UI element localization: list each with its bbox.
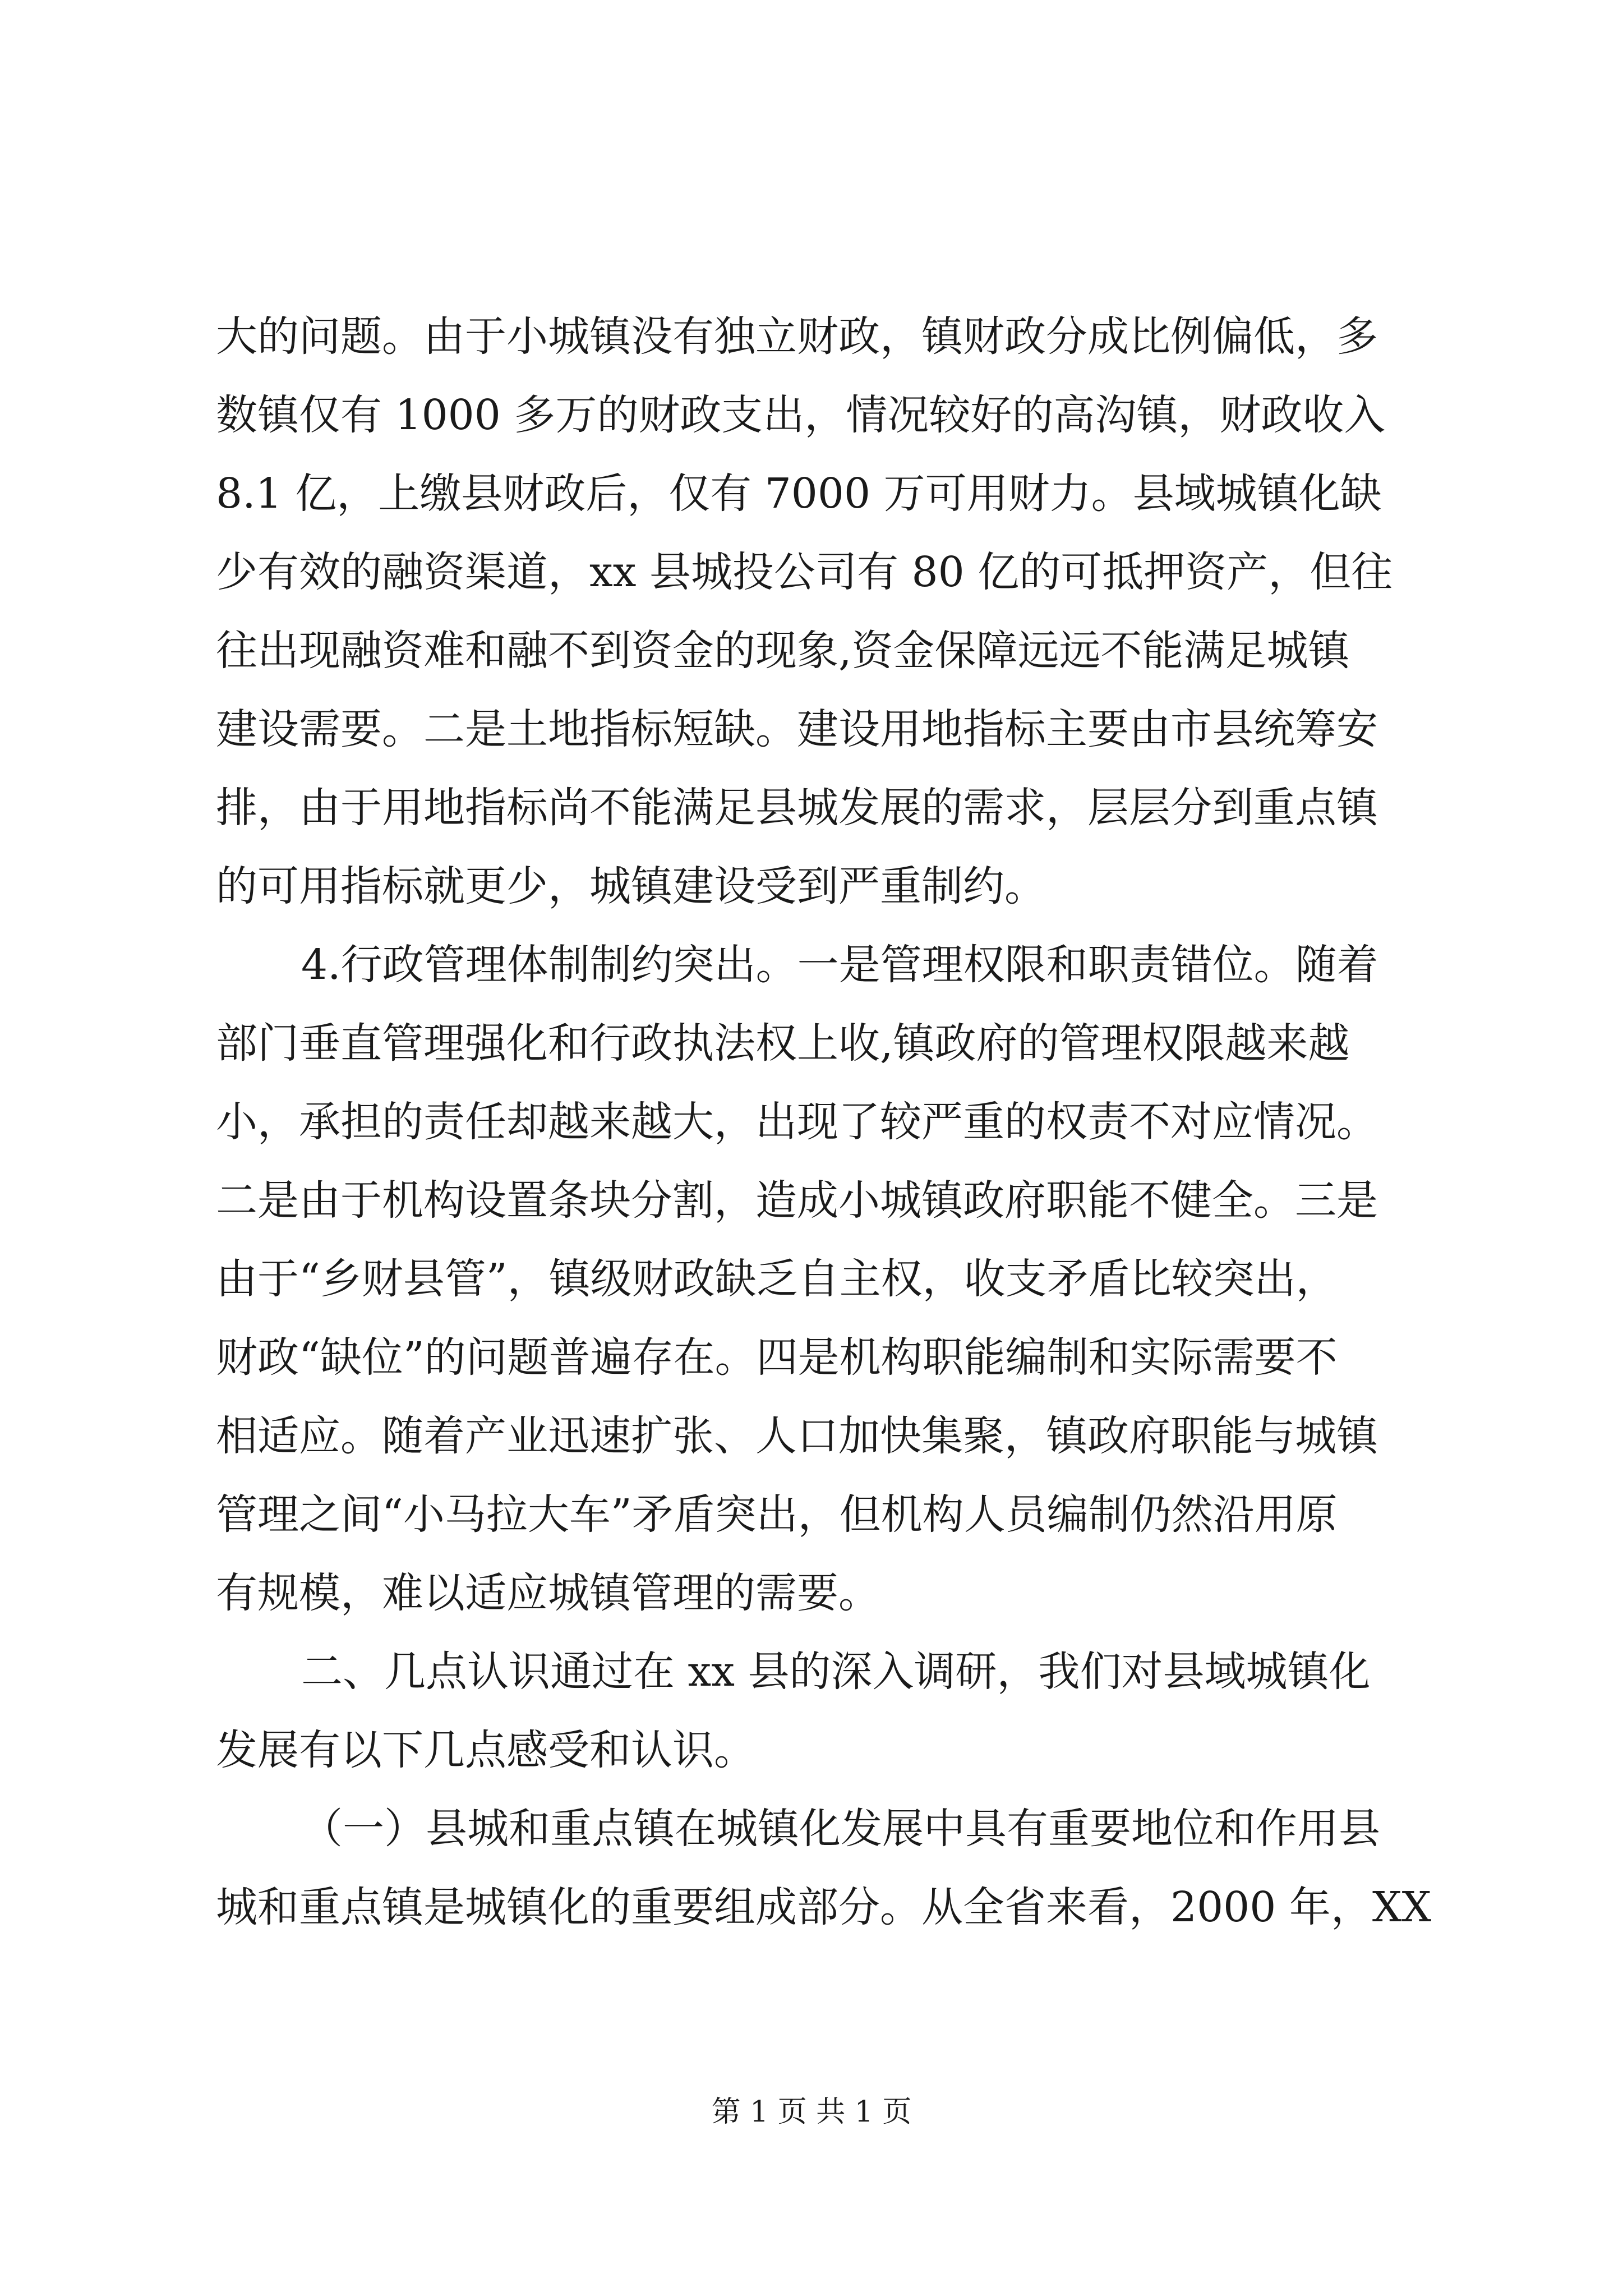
text-line: 的可用指标就更少，城镇建设受到严重制约。 bbox=[216, 862, 1046, 910]
text-line: 小，承担的责任却越来越大，出现了较严重的权责不对应情况。 bbox=[216, 1098, 1378, 1146]
body-text bbox=[216, 297, 1432, 1947]
text-line: 排，由于用地指标尚不能满足县城发展的需求，层层分到重点镇 bbox=[216, 784, 1378, 832]
page-footer: 第 1 页 共 1 页 bbox=[711, 2095, 912, 2129]
text-line: 部门垂直管理强化和行政执法权上收,镇政府的管理权限越来越 bbox=[216, 1019, 1350, 1068]
text-line: 由于“乡财县管”，镇级财政缺乏自主权，收支矛盾比较突出， bbox=[216, 1255, 1338, 1303]
text-line: 二是由于机构设置条块分割，造成小城镇政府职能不健全。三是 bbox=[216, 1176, 1378, 1225]
text-line: 数镇仅有 1000 多万的财政支出，情况较好的高沟镇，财政收入 bbox=[216, 391, 1386, 439]
text-line: 有规模，难以适应城镇管理的需要。 bbox=[216, 1569, 880, 1617]
text-line: 4.行政管理体制制约突出。一是管理权限和职责错位。随着 bbox=[301, 941, 1378, 989]
text-line: 大的问题。由于小城镇没有独立财政，镇财政分成比例偏低，多 bbox=[216, 312, 1378, 361]
text-line: 建设需要。二是土地指标短缺。建设用地指标主要由市县统筹安 bbox=[216, 705, 1378, 753]
text-line: 发展有以下几点感受和认识。 bbox=[216, 1726, 755, 1774]
text-line: 二、几点认识通过在 xx 县的深入调研，我们对县域城镇化 bbox=[301, 1648, 1371, 1696]
text-line: （一）县城和重点镇在城镇化发展中具有重要地位和作用县 bbox=[301, 1805, 1380, 1853]
text-line: 管理之间“小马拉大车”矛盾突出，但机构人员编制仍然沿用原 bbox=[216, 1490, 1338, 1539]
text-line: 8.1 亿，上缴县财政后，仅有 7000 万可用财力。县域城镇化缺 bbox=[216, 470, 1382, 518]
text-line: 财政“缺位”的问题普遍存在。四是机构职能编制和实际需要不 bbox=[216, 1333, 1338, 1382]
text-line: 相适应。随着产业迅速扩张、人口加快集聚，镇政府职能与城镇 bbox=[216, 1412, 1378, 1460]
text-line: 城和重点镇是城镇化的重要组成部分。从全省来看，2000 年，XX bbox=[216, 1883, 1432, 1931]
text-line: 往出现融资难和融不到资金的现象,资金保障远远不能满足城镇 bbox=[216, 627, 1350, 675]
text-line: 少有效的融资渠道，xx 县城投公司有 80 亿的可抵押资产，但往 bbox=[216, 548, 1393, 596]
